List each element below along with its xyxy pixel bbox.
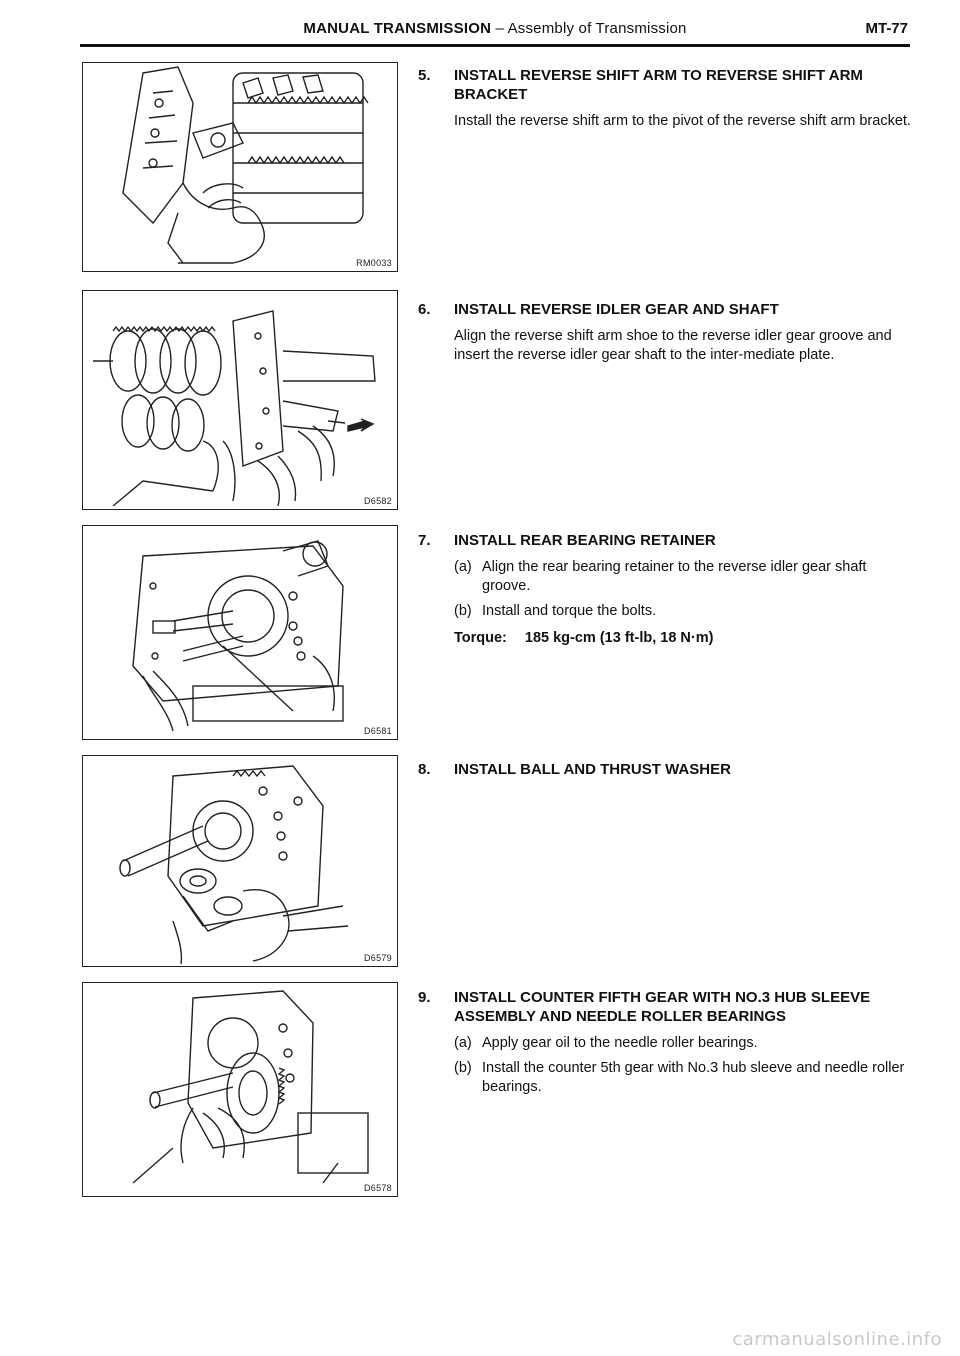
substep-text: Install the counter 5th gear with No.3 hub sleeve and needle roller bearings. bbox=[482, 1060, 905, 1095]
header-title-rest: Assembly of Transmission bbox=[507, 20, 687, 37]
header-title bbox=[80, 20, 910, 37]
page-header bbox=[80, 14, 910, 47]
page-number: MT-77 bbox=[865, 20, 908, 37]
step-number: 6. bbox=[418, 301, 431, 318]
illustration-rear-bearing-retainer bbox=[83, 526, 396, 738]
step-5 bbox=[418, 66, 918, 131]
illustration-reverse-shift-arm bbox=[83, 63, 396, 270]
figure-ball-thrust-washer bbox=[82, 755, 398, 967]
illustration-ball-thrust-washer bbox=[83, 756, 396, 965]
step-number: 8. bbox=[418, 761, 431, 778]
substep-text: Align the rear bearing retainer to the reverse idler gear shaft groove. bbox=[482, 559, 867, 594]
illustration-reverse-idler-gear bbox=[83, 291, 396, 508]
step-9 bbox=[418, 988, 918, 1097]
substep-label: (b) bbox=[454, 1060, 472, 1076]
step-number: 5. bbox=[418, 67, 431, 84]
header-title-sep: – bbox=[491, 20, 508, 37]
step-text: Align the reverse shift arm shoe to the reverse idler gear groove and insert the reverse idler gear shaft to the inter-mediate plate. bbox=[454, 328, 892, 363]
step-number: 7. bbox=[418, 532, 431, 549]
figure-code: RM0033 bbox=[356, 258, 392, 268]
step-body bbox=[454, 558, 918, 648]
figure-code: D6581 bbox=[363, 726, 392, 736]
step-title: INSTALL REAR BEARING RETAINER bbox=[454, 532, 716, 549]
torque-spec bbox=[454, 629, 918, 648]
watermark: carmanualsonline.info bbox=[732, 1329, 942, 1350]
figure-code: D6578 bbox=[363, 1183, 392, 1193]
step-text: Install the reverse shift arm to the pivot of the reverse shift arm bracket. bbox=[454, 113, 911, 129]
figure-code: D6582 bbox=[363, 496, 392, 506]
step-title: INSTALL BALL AND THRUST WASHER bbox=[454, 761, 731, 778]
figure-reverse-idler-gear bbox=[82, 290, 398, 510]
step-number: 9. bbox=[418, 989, 431, 1006]
substep-label: (a) bbox=[454, 1035, 472, 1051]
substep-a bbox=[454, 558, 918, 596]
step-body bbox=[454, 1034, 918, 1097]
substep-label: (b) bbox=[454, 603, 472, 619]
torque-value: 185 kg-cm (13 ft-lb, 18 N·m) bbox=[524, 630, 714, 646]
substep-text: Install and torque the bolts. bbox=[482, 603, 657, 619]
substep-text: Apply gear oil to the needle roller bearings. bbox=[482, 1035, 758, 1051]
step-title: INSTALL REVERSE SHIFT ARM TO REVERSE SHIFT ARM BRACKET bbox=[454, 67, 863, 103]
torque-label: Torque: bbox=[454, 630, 507, 646]
step-title: INSTALL COUNTER FIFTH GEAR WITH NO.3 HUB SLEEVE ASSEMBLY AND NEEDLE ROLLER BEARINGS bbox=[454, 989, 871, 1025]
illustration-counter-fifth-gear bbox=[83, 983, 396, 1195]
substep-b bbox=[454, 1059, 918, 1097]
step-7 bbox=[418, 531, 918, 648]
step-title: INSTALL REVERSE IDLER GEAR AND SHAFT bbox=[454, 301, 779, 318]
figure-rear-bearing-retainer bbox=[82, 525, 398, 740]
step-8 bbox=[418, 760, 918, 779]
figure-reverse-shift-arm bbox=[82, 62, 398, 272]
substep-a bbox=[454, 1034, 918, 1053]
header-title-bold: MANUAL TRANSMISSION bbox=[303, 20, 492, 37]
step-6 bbox=[418, 300, 918, 365]
figure-code: D6579 bbox=[363, 953, 392, 963]
figure-counter-fifth-gear bbox=[82, 982, 398, 1197]
substep-label: (a) bbox=[454, 559, 472, 575]
substep-b bbox=[454, 602, 918, 621]
